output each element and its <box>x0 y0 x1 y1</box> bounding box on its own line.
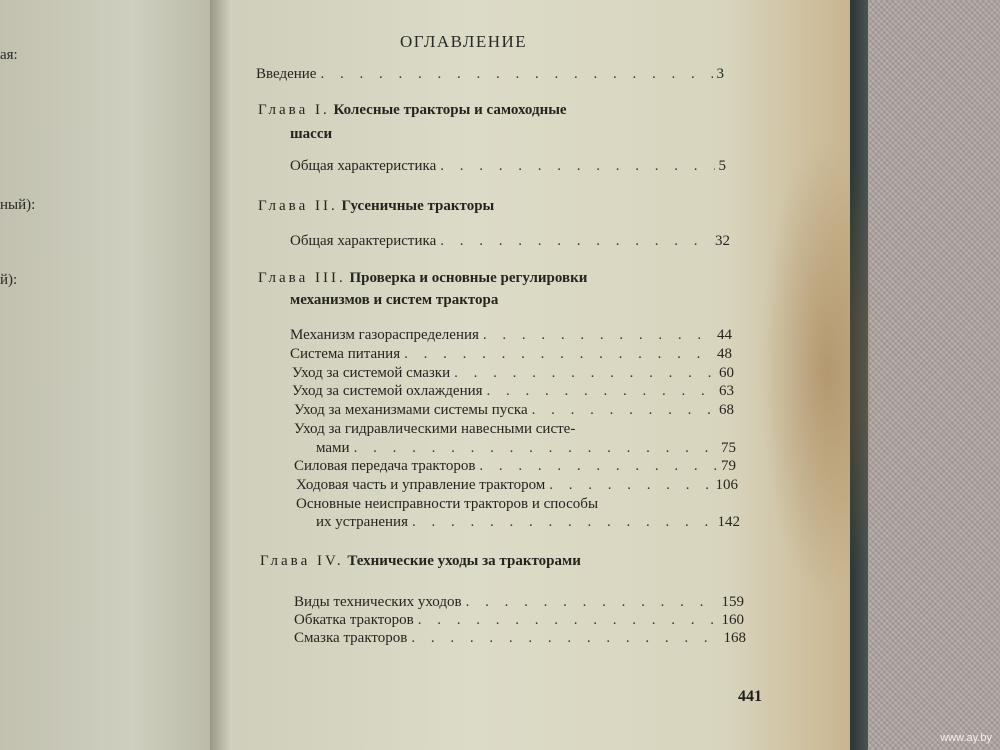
entry-page: 68 <box>719 402 734 418</box>
entry-page: 160 <box>721 612 744 628</box>
leader-dots <box>404 346 713 363</box>
leader-dots <box>440 158 714 175</box>
entry-page: 44 <box>717 327 732 343</box>
toc-entry <box>296 477 738 494</box>
chapter-title: Гусеничные тракторы <box>341 198 495 214</box>
toc-entry <box>294 594 744 611</box>
leader-dots <box>454 365 715 382</box>
chapter-4-heading <box>260 553 581 570</box>
chapter-title: Колесные тракторы и самоходные <box>333 102 567 118</box>
entry-title: Виды технических уходов <box>294 594 462 610</box>
toc-entry <box>316 514 740 531</box>
left-page-fragment: ный): <box>0 197 36 213</box>
fabric-background <box>848 0 1000 750</box>
leader-dots <box>412 514 714 531</box>
toc-entry <box>316 440 736 457</box>
entry-page: 168 <box>723 630 746 646</box>
leader-dots <box>466 594 718 611</box>
left-page <box>0 0 222 750</box>
entry-title: Уход за системой охлаждения <box>292 383 483 399</box>
entry-title: Система питания <box>290 346 401 362</box>
entry-page: 106 <box>715 477 738 493</box>
chapter-label: Глава II. <box>258 198 338 214</box>
entry-title: Общая характеристика <box>290 233 437 249</box>
toc-entry <box>290 233 730 250</box>
leader-dots <box>479 458 717 475</box>
entry-page: 159 <box>721 594 744 610</box>
water-stain <box>760 140 870 600</box>
entry-title: Смазка тракторов <box>294 630 408 646</box>
entry-title: мами <box>316 440 350 456</box>
toc-entry <box>290 327 732 344</box>
toc-entry <box>290 346 732 363</box>
toc-entry <box>294 402 734 419</box>
leader-dots <box>549 477 711 494</box>
entry-page: 75 <box>721 440 736 456</box>
chapter-title: Технические уходы за тракторами <box>347 553 581 569</box>
toc-entry <box>292 383 734 400</box>
chapter-3-heading <box>258 270 587 287</box>
leader-dots <box>532 402 715 419</box>
chapter-label: Глава IV. <box>260 553 344 569</box>
toc-entry-line: Основные неисправности тракторов и способы <box>296 496 599 512</box>
chapter-label: Глава I. <box>258 102 330 118</box>
toc-entry <box>294 458 736 475</box>
entry-title: Обкатка тракторов <box>294 612 414 628</box>
leader-dots <box>320 66 712 83</box>
leader-dots <box>418 612 718 629</box>
toc-heading: ОГЛАВЛЕНИЕ <box>400 32 528 51</box>
entry-page: 63 <box>719 383 734 399</box>
entry-title: Общая характеристика <box>290 158 437 174</box>
left-page-fragment: й): <box>0 272 18 288</box>
entry-title: их устранения <box>316 514 408 530</box>
book-gutter <box>210 0 232 750</box>
leader-dots <box>411 630 719 647</box>
chapter-title-cont: шасси <box>290 126 333 142</box>
left-page-fragment: ая: <box>0 47 18 63</box>
page-number: 441 <box>738 688 762 705</box>
toc-entry <box>290 158 726 175</box>
toc-entry <box>292 365 734 382</box>
site-watermark: www.ay.by <box>940 732 992 744</box>
entry-page: 142 <box>717 514 740 530</box>
chapter-label: Глава III. <box>258 270 346 286</box>
entry-title: Уход за механизмами системы пуска <box>294 402 528 418</box>
chapter-2-heading <box>258 198 494 215</box>
entry-page: 48 <box>717 346 732 362</box>
leader-dots <box>483 327 713 344</box>
chapter-title-cont: механизмов и систем трактора <box>290 292 499 308</box>
entry-title: Уход за системой смазки <box>292 365 451 381</box>
leader-dots <box>487 383 715 400</box>
entry-page: 79 <box>721 458 736 474</box>
toc-entry-intro <box>256 66 724 83</box>
toc-entry-line: Уход за гидравлическими навесными систе- <box>294 421 576 437</box>
toc-entry <box>294 612 744 629</box>
chapter-1-heading <box>258 102 567 119</box>
chapter-1-heading-cont <box>290 126 332 143</box>
leader-dots <box>440 233 711 250</box>
chapter-title: Проверка и основные регулировки <box>349 270 588 286</box>
chapter-3-heading-cont <box>290 292 498 309</box>
leader-dots <box>354 440 717 457</box>
entry-title: Силовая передача тракторов <box>294 458 476 474</box>
entry-page: 3 <box>716 66 724 82</box>
toc-entry <box>294 630 746 647</box>
entry-title: Механизм газораспределения <box>290 327 479 343</box>
entry-page: 5 <box>718 158 726 174</box>
entry-title: Введение <box>256 66 317 82</box>
entry-title: Ходовая часть и управление трактором <box>296 477 546 493</box>
entry-page: 32 <box>715 233 730 249</box>
entry-page: 60 <box>719 365 734 381</box>
